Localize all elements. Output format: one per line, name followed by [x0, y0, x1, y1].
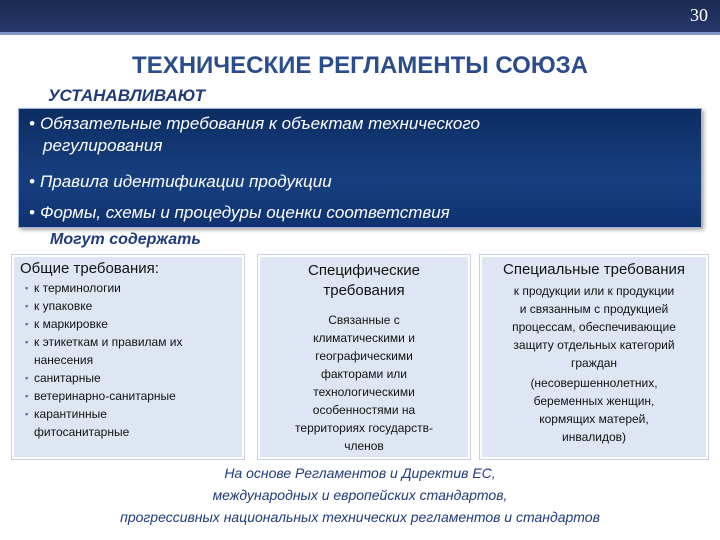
desc-line: процессам, обеспечивающие: [512, 320, 676, 334]
desc-line: Связанные с: [328, 313, 400, 327]
desc-line: климатическими и: [313, 331, 415, 345]
desc-line: беременных женщин,: [533, 394, 655, 408]
desc-line: территориях государств-: [295, 421, 433, 435]
special-requirements-header: Специальные требования: [503, 261, 685, 278]
desc-line: технологическими: [313, 385, 415, 399]
general-requirements-header: Общие требования:: [20, 260, 159, 277]
list-item: ▪ к маркировке: [14, 315, 242, 333]
list-item: ▪ ветеринарно-санитарные: [14, 387, 242, 405]
bullet-icon: •: [29, 114, 35, 133]
general-requirements-panel: [12, 255, 244, 459]
list-item: ▪ к терминологии: [14, 279, 242, 297]
desc-line: географическими: [315, 349, 413, 363]
accent-line: [0, 32, 720, 35]
special-requirements-categories: [482, 372, 706, 446]
specific-header-line1: Специфические: [308, 262, 420, 279]
desc-line: граждан: [570, 356, 618, 370]
top-bar: [0, 0, 720, 32]
establish-item-1: [29, 113, 480, 157]
desc-line: к продукции или к продукции: [513, 284, 675, 298]
basis-line-2: международных и европейских стандартов,: [212, 487, 508, 503]
specific-requirements-description: [260, 301, 468, 455]
page-number: 30: [690, 5, 708, 25]
establish-box: [18, 108, 702, 228]
establish-item-3-text: Формы, схемы и процедуры оценки соответствия: [39, 203, 450, 222]
may-contain-heading: Могут содержать: [50, 231, 201, 248]
establish-item-2: [29, 171, 332, 193]
desc-line: кормящих матерей,: [539, 412, 649, 426]
desc-line: факторами или: [320, 367, 407, 381]
desc-line: и связанным с продукцией: [519, 302, 669, 316]
desc-line: защиту отдельных категорий: [513, 338, 675, 352]
bullet-icon: •: [29, 203, 35, 222]
desc-line: особенностями на: [312, 403, 416, 417]
bullet-icon: •: [29, 172, 35, 191]
list-item: ▪ к упаковке: [14, 297, 242, 315]
special-requirements-panel: [480, 255, 708, 459]
list-item: ▪ санитарные: [14, 369, 242, 387]
specific-requirements-header: [260, 257, 468, 301]
specific-header-line2: требования: [323, 282, 405, 299]
establish-item-3: [29, 202, 450, 224]
list-item: ▪ к этикеткам и правилам их: [14, 333, 242, 351]
desc-line: инвалидов): [562, 430, 626, 444]
desc-line: членов: [344, 439, 384, 453]
general-requirements-list: [14, 279, 242, 441]
basis-note: [0, 462, 720, 528]
basis-line-1: На основе Регламентов и Директив ЕС,: [224, 465, 496, 481]
slide-title: ТЕХНИЧЕСКИЕ РЕГЛАМЕНТЫ СОЮЗА: [132, 52, 588, 79]
specific-requirements-panel: [258, 255, 470, 459]
special-requirements-description: [482, 278, 706, 372]
establish-item-1-line2: регулирования: [43, 136, 163, 155]
basis-line-3: прогрессивных национальных технических регламентов и стандартов: [120, 509, 600, 525]
desc-line: (несовершеннолетних,: [530, 376, 658, 390]
list-item: ▪ карантинные: [14, 405, 242, 423]
establish-item-1-line1: Обязательные требования к объектам технического: [39, 114, 480, 133]
establish-item-2-text: Правила идентификации продукции: [39, 172, 332, 191]
establish-heading: УСТАНАВЛИВАЮТ: [48, 86, 206, 105]
list-item-continuation: нанесения: [34, 353, 94, 367]
list-item-continuation: фитосанитарные: [34, 425, 130, 439]
